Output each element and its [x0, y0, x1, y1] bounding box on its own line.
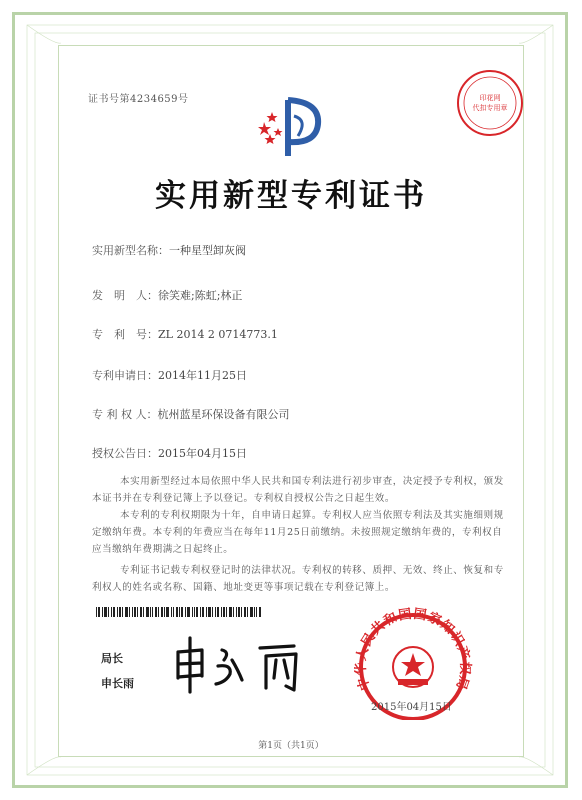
field-value: 2014年11月25日 [158, 369, 247, 382]
document-title: 实用新型专利证书 [155, 178, 427, 214]
field-value: 杭州蓝星环保设备有限公司 [157, 408, 290, 421]
field-label: 发 明 人： [92, 289, 158, 302]
field-label: 专 利 权 人： [92, 408, 158, 421]
svg-text:代扣专用章: 代扣专用章 [472, 104, 508, 112]
field-label: 授权公告日： [92, 447, 158, 460]
field-label: 专利申请日： [92, 369, 158, 382]
body-paragraph-1: 本实用新型经过本局依照中华人民共和国专利法进行初步审查，决定授予专利权，颁发本证书并在专利登记簿上予以登记。专利权自授权公告之日起生效。 [92, 476, 504, 504]
svg-text:印花网: 印花网 [479, 94, 501, 102]
field-grant-date [92, 445, 247, 461]
field-value: ZL 2014 2 0714773.1 [158, 328, 278, 341]
issue-date: 2015年04月15日 [371, 702, 452, 713]
field-application-date [92, 367, 247, 383]
certificate-number: 证书号第4234659号 [88, 94, 189, 105]
body-paragraph-3: 专利证书记载专利权登记时的法律状况。专利权的转移、质押、无效、终止、恢复和专利权人的姓名或名称、国籍、地址变更等事项记载在专利登记簿上。 [92, 565, 504, 593]
field-inventors [92, 287, 242, 303]
barcode [96, 607, 262, 617]
field-value: 徐笑难;陈虹;林正 [158, 289, 243, 302]
patent-office-logo [258, 92, 328, 162]
revenue-stamp-seal [455, 68, 525, 138]
seal-text: 中华人民共和国国家知识产权局 [353, 606, 473, 693]
field-value: 2015年04月15日 [158, 447, 247, 460]
field-label: 专 利 号： [92, 328, 158, 341]
field-patent-number [92, 326, 278, 342]
director-title: 局长 [101, 652, 123, 665]
field-utility-model-name [92, 242, 246, 258]
director-signature [172, 630, 322, 700]
director-name: 申长雨 [101, 677, 134, 690]
field-value: 一种星型卸灰阀 [169, 244, 246, 257]
field-patentee [92, 406, 290, 422]
page-number: 第1页（共1页） [258, 741, 324, 751]
body-paragraph-2: 本专利的专利权期限为十年，自申请日起算。专利权人应当依照专利法及其实施细则规定缴纳年费。本专利的年费应当在每年11月25日前缴纳。未按照规定缴纳年费的，专利权自应当缴纳年费期满之日起终止。 [92, 510, 504, 555]
field-label: 实用新型名称： [92, 244, 169, 257]
